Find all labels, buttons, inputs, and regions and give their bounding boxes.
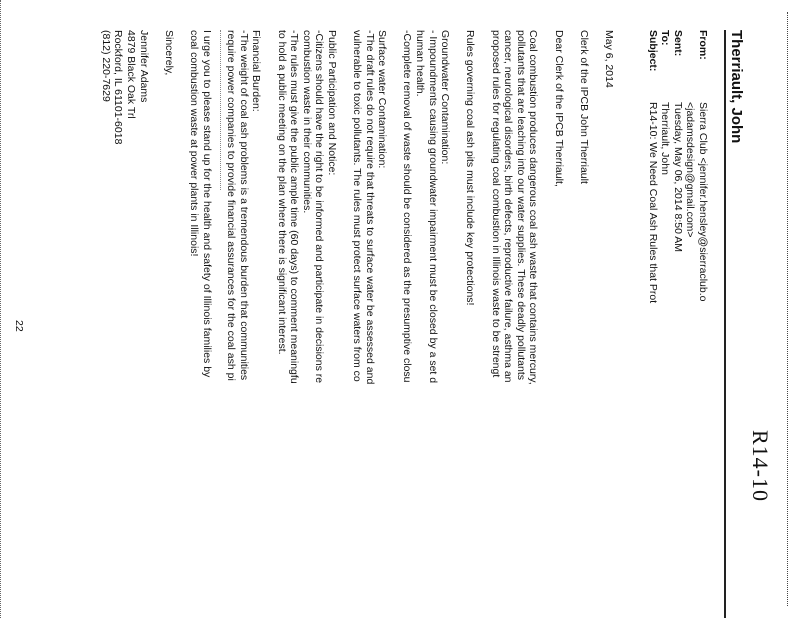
intro-line: Coal combustion produces dangerous coal ash waste that contains mercury, [527,30,540,385]
intro-line: cancer, neurological disorders, birth defects, reproductive failure, asthma an [502,30,515,383]
docket-number: R14-10 [748,430,773,502]
groundwater-line: -Complete removal of waste should be considered as the presumptive closu [401,30,414,383]
financial-line: -The weight of coal ash problems is a tremendous burden that communities [237,30,250,381]
surface-water-line: vulnerable to toxic pollutants. The rules must protect surface waters from co [351,30,364,382]
header-subject [646,30,659,618]
public-participation-heading: Public Participation and Notice: [325,30,338,176]
email-header [646,30,709,618]
public-participation-line: -The rules must give the public ample time (60 days) to comment meaningfu [288,30,301,384]
groundwater-line: - Impoundments causing groundwater impairment must be closed by a set d [426,30,439,384]
page-number: 22 [13,320,25,332]
header-from [696,30,709,618]
header-to [659,30,672,618]
closing-line: I urge you to please stand up for the health and safety of Illinois families by [200,30,213,378]
sender-rule [724,30,726,618]
sender-name: Therriault, John [728,30,745,144]
dotted-divider [219,30,221,190]
signoff: Sincerely, [162,30,175,76]
public-participation-line: combustion waste in their communities. [300,30,313,214]
signature-name: Jennifer Adams [137,30,150,103]
closing-line: coal combustion waste at power plants in Illinois! [188,30,200,257]
public-participation-line: -Citizens should have the right to be informed and participate in decisions re [313,30,326,384]
groundwater-heading: Groundwater Contamination: [439,30,452,165]
header-label: Sent: [671,30,684,57]
letter-body [99,30,615,618]
letter-date: May 6, 2014 [603,30,615,88]
letter-recipient: Clerk of the IPCB John Therriault [577,30,590,184]
header-value: <jadamsdesign@gmail.com> [684,102,697,238]
key-protections: Rules governing coal ash pits must include key protections! [464,30,477,306]
header-value: Therriault, John [659,102,672,175]
public-participation-line: to hold a public meeting on the plan where there is significant interest. [275,30,288,355]
header-label: To: [659,30,672,46]
header-label: Subject: [646,30,659,72]
top-edge-line [787,12,788,606]
surface-water-heading: Surface water Contamination: [376,30,389,169]
header-label: From: [697,30,709,60]
financial-line: require power companies to provide financial assurances for the coal ash pi [225,30,238,381]
header-from-email [684,30,697,618]
header-label [684,30,697,102]
financial-heading: Financial Burden: [250,30,263,112]
signature-city: Rockford, IL 61101-6018 [112,30,125,145]
signature-phone: (812) 220-7629 [99,30,112,102]
header-value: Tuesday, May 06, 2014 8:50 AM [671,102,684,253]
letter-salutation: Dear Clerk of the IPCB Therriault, [552,30,565,187]
intro-line: proposed rules for regulating coal combustion in Illinois waste to be strengt [489,30,502,378]
signature-street: 4879 Black Oak Trl [125,30,138,119]
surface-water-line: -The draft rules do not require that threats to surface water be assessed and [363,30,376,385]
header-value: R14-10: We Need Coal Ash Rules that Prot [646,102,659,304]
groundwater-line: human health. [414,30,427,97]
intro-line: pollutants that are leaching into our water supplies. These deadly pollutants [514,30,527,381]
bottom-edge-line [0,0,1,618]
header-sent [671,30,684,618]
header-value: Sierra Club <jennifer.hensley@sierraclub.o [697,102,709,302]
